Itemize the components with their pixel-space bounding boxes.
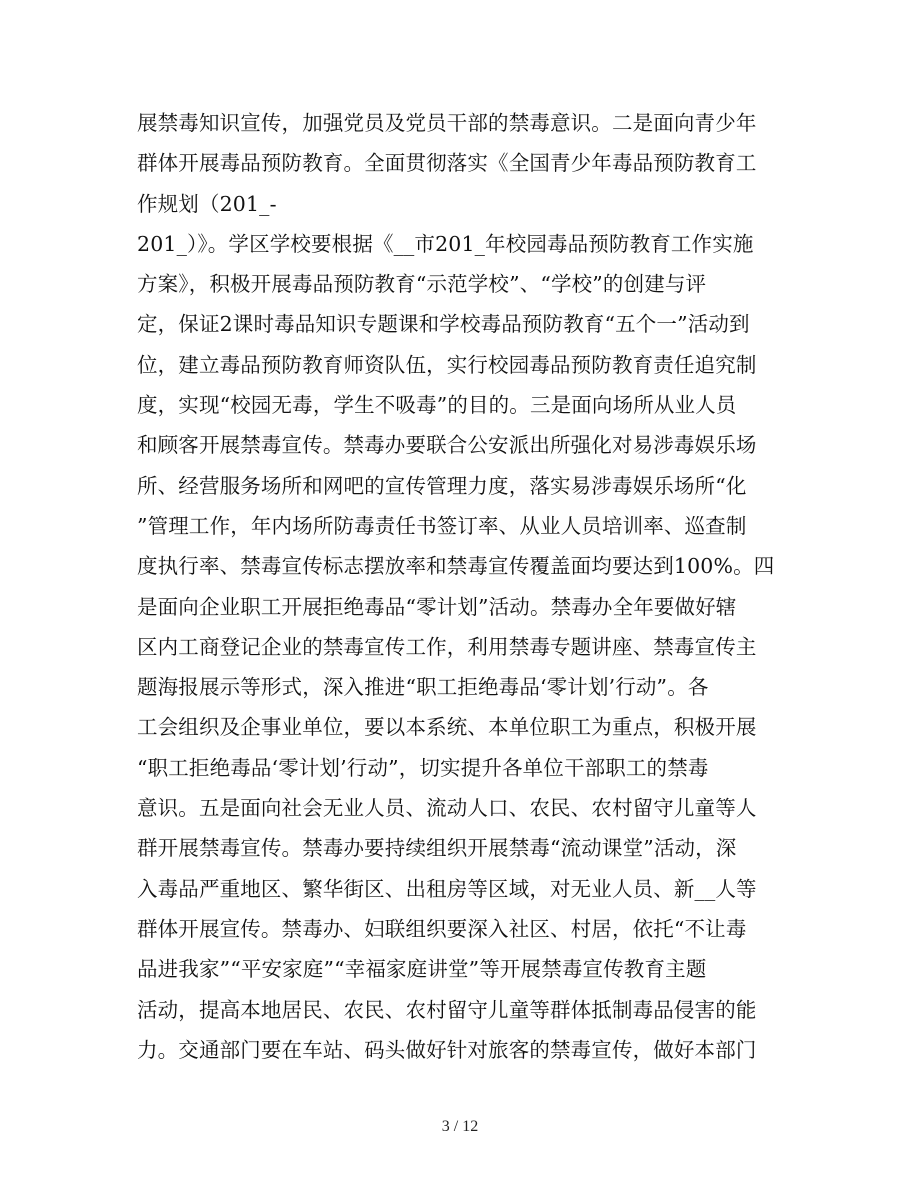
text-line: 活动，提高本地居民、农民、农村留守儿童等群体抵制毒品侵害的能 — [137, 997, 757, 1022]
text-line: “职工拒绝毒品‘零计划’行动”，切实提升各单位干部职工的禁毒 — [137, 755, 709, 780]
text-line: 群体开展毒品预防教育。全面贯彻落实《全国青少年毒品预防教育工 — [137, 151, 757, 176]
text-line: 意识。五是面向社会无业人员、流动人口、农民、农村留守儿童等人 — [137, 796, 757, 821]
text-line: 群体开展宣传。禁毒办、妇联组织要深入社区、村居，依托“不让毒 — [137, 916, 747, 941]
text-line: 入毒品严重地区、繁华街区、出租房等区域，对无业人员、新__人等 — [137, 876, 757, 901]
body-text — [137, 103, 787, 1070]
text-line: 和顾客开展禁毒宣传。禁毒办要联合公安派出所强化对易涉毒娱乐场 — [137, 433, 757, 458]
text-line: 所、经营服务场所和网吧的宣传管理力度，落实易涉毒娱乐场所“化 — [137, 473, 747, 498]
text-line: 度，实现“校园无毒，学生不吸毒”的目的。三是面向场所从业人员 — [137, 393, 737, 418]
page-number: 3 / 12 — [441, 1118, 479, 1135]
text-line: 是面向企业职工开展拒绝毒品“零计划”活动。禁毒办全年要做好辖 — [137, 594, 737, 619]
text-line: 力。交通部门要在车站、码头做好针对旅客的禁毒宣传，做好本部门 — [137, 1037, 757, 1062]
text-line: 区内工商登记企业的禁毒宣传工作，利用禁毒专题讲座、禁毒宣传主 — [137, 634, 757, 659]
text-line: 题海报展示等形式，深入推进“职工拒绝毒品‘零计划’行动”。各 — [137, 675, 709, 700]
text-line: 品进我家”“平安家庭”“幸福家庭讲堂”等开展禁毒宣传教育主题 — [137, 957, 707, 982]
text-line: 定，保证2课时毒品知识专题课和学校毒品预防教育“五个一”活动到 — [137, 312, 750, 337]
text-line: 位，建立毒品预防教育师资队伍，实行校园毒品预防教育责任追究制 — [137, 352, 757, 377]
text-line: 工会组织及企事业单位，要以本系统、本单位职工为重点，积极开展 — [137, 715, 757, 740]
text-line: 作规划（201_- — [137, 191, 277, 216]
text-line: 方案》，积极开展毒品预防教育“示范学校”、“学校”的创建与评 — [137, 272, 707, 297]
text-line: 度执行率、禁毒宣传标志摆放率和禁毒宣传覆盖面均要达到100%。四 — [137, 554, 775, 579]
text-line: 群开展禁毒宣传。禁毒办要持续组织开展禁毒“流动课堂”活动，深 — [137, 836, 737, 861]
text-line: ”管理工作，年内场所防毒责任书签订率、从业人员培训率、巡查制 — [137, 513, 747, 538]
text-line: 展禁毒知识宣传，加强党员及党员干部的禁毒意识。二是面向青少年 — [137, 111, 757, 135]
text-line: 201_）》。学区学校要根据《__市201_年校园毒品预防教育工作实施 — [137, 231, 754, 256]
